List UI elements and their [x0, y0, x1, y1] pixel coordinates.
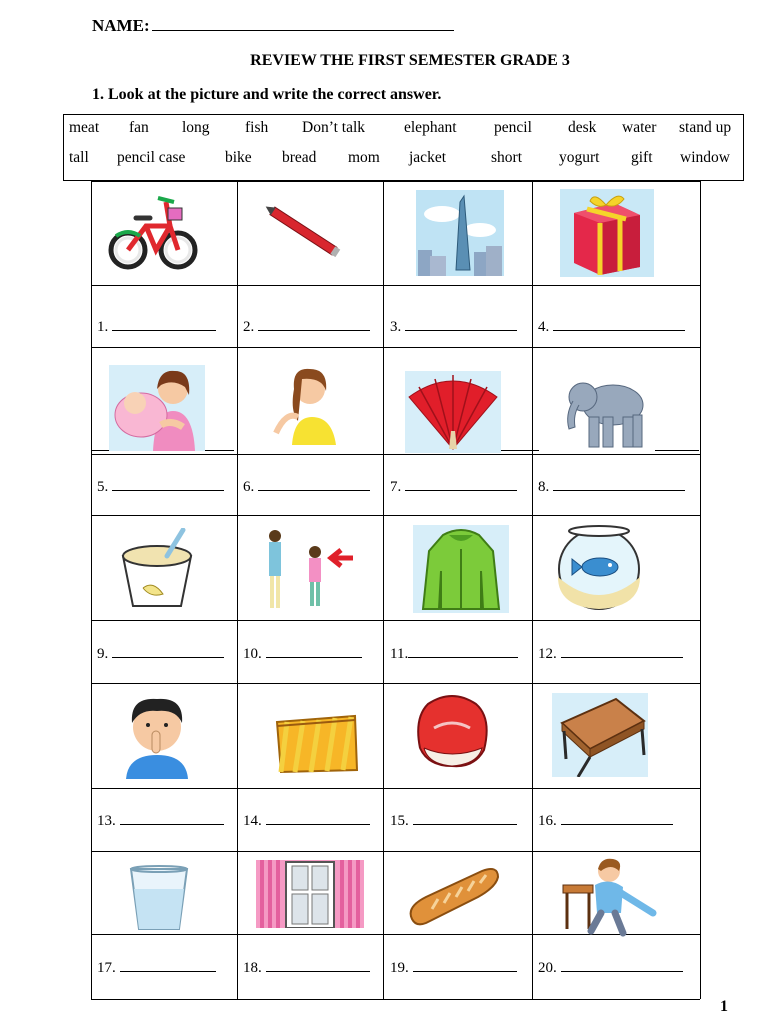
desk-icon	[552, 693, 648, 777]
window-icon	[256, 860, 364, 928]
word-bank-word: pencil case	[117, 149, 186, 166]
bike-icon	[108, 188, 198, 274]
answer-13[interactable]: 13.	[97, 811, 224, 830]
answer-16[interactable]: 16.	[538, 811, 673, 830]
answer-17[interactable]: 17.	[97, 958, 216, 977]
answer-19[interactable]: 19.	[390, 958, 517, 977]
mom-baby-icon	[109, 365, 205, 451]
answer-20[interactable]: 20.	[538, 958, 683, 977]
word-bank-word: meat	[69, 119, 100, 136]
page-number: 1	[720, 998, 728, 1015]
fan-icon	[405, 371, 501, 453]
name-label: NAME:	[92, 16, 150, 35]
elephant-icon	[561, 371, 651, 453]
answer-14[interactable]: 14.	[243, 811, 370, 830]
yogurt-icon	[117, 528, 197, 612]
word-bank-word: pencil	[494, 119, 532, 136]
answer-15[interactable]: 15.	[390, 811, 517, 830]
answer-6[interactable]: 6.	[243, 477, 370, 496]
answer-4[interactable]: 4.	[538, 317, 685, 336]
word-bank-word: fan	[129, 119, 149, 136]
word-bank-word: elephant	[404, 119, 457, 136]
word-bank-row-2	[64, 149, 743, 179]
pencil-case-icon	[273, 712, 359, 774]
word-bank-word: gift	[631, 149, 653, 166]
word-bank-word: mom	[348, 149, 380, 166]
water-glass-icon	[127, 863, 191, 933]
answer-5[interactable]: 5.	[97, 477, 224, 496]
answer-1[interactable]: 1.	[97, 317, 216, 336]
long-hair-girl-icon	[262, 361, 356, 445]
stand-up-boy-icon	[561, 857, 661, 937]
word-bank-word: water	[622, 119, 657, 136]
word-bank-word: desk	[568, 119, 597, 136]
tall-tower-icon	[416, 190, 504, 276]
gift-icon	[560, 189, 654, 277]
word-bank-word: jacket	[409, 149, 447, 166]
word-bank	[63, 114, 744, 181]
word-bank-word: bike	[225, 149, 252, 166]
word-bank-row-1	[64, 119, 743, 149]
short-person-icon	[263, 528, 359, 614]
answer-3[interactable]: 3.	[390, 317, 517, 336]
answer-18[interactable]: 18.	[243, 958, 370, 977]
word-bank-word: Don’t talk	[302, 119, 365, 136]
word-bank-word: fish	[245, 119, 269, 136]
name-field[interactable]	[92, 16, 454, 36]
fish-bowl-icon	[554, 521, 644, 611]
answer-11[interactable]: 11.	[390, 644, 518, 663]
dont-talk-boy-icon	[120, 693, 194, 779]
word-bank-word: yogurt	[559, 149, 600, 166]
answer-10[interactable]: 10.	[243, 644, 362, 663]
word-bank-word: window	[680, 149, 730, 166]
name-blank[interactable]	[152, 16, 454, 31]
word-bank-word: bread	[282, 149, 317, 166]
answer-8[interactable]: 8.	[538, 477, 685, 496]
answer-12[interactable]: 12.	[538, 644, 683, 663]
pencil-icon	[258, 194, 350, 270]
jacket-icon	[413, 525, 509, 613]
bread-icon	[406, 863, 502, 929]
page-title: REVIEW THE FIRST SEMESTER GRADE 3	[250, 52, 570, 69]
word-bank-word: short	[491, 149, 522, 166]
instruction: 1. Look at the picture and write the correct answer.	[92, 86, 442, 103]
answer-7[interactable]: 7.	[390, 477, 517, 496]
word-bank-word: stand up	[679, 119, 732, 136]
meat-icon	[412, 688, 494, 772]
word-bank-word: tall	[69, 149, 89, 166]
answer-9[interactable]: 9.	[97, 644, 224, 663]
word-bank-word: long	[182, 119, 210, 136]
answer-2[interactable]: 2.	[243, 317, 370, 336]
